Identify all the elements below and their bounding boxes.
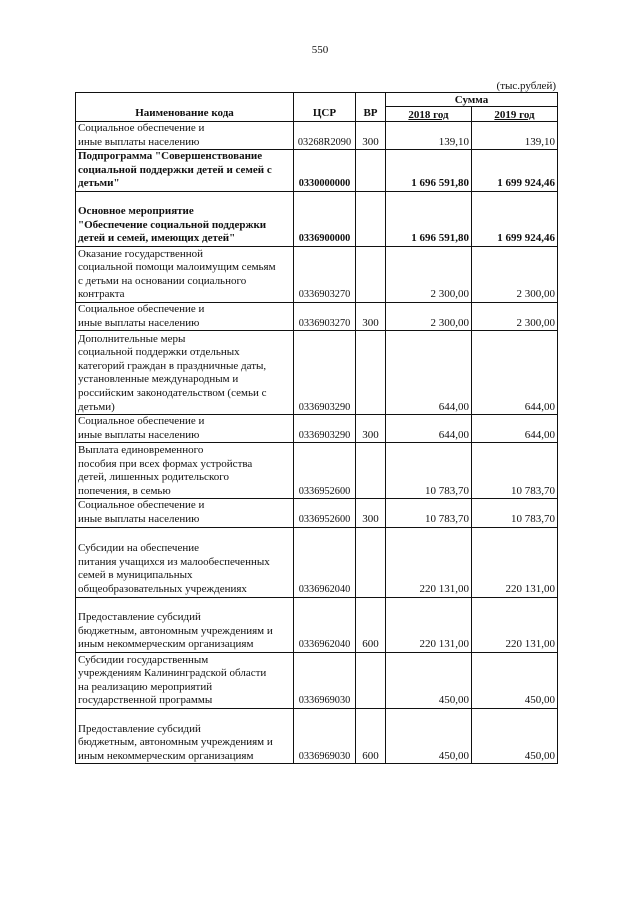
row-csr: 0336903270 <box>294 246 356 302</box>
header-year-2019: 2019 год <box>472 106 558 121</box>
header-year-2018: 2018 год <box>386 106 472 121</box>
row-name: Предоставление субсидий бюджетным, автономным учреждениям и иным некоммерческим организациям <box>76 708 294 763</box>
table-row <box>76 708 558 763</box>
row-amount-2019: 10 783,70 <box>472 499 558 527</box>
row-vr <box>356 443 386 499</box>
header-row <box>76 93 558 107</box>
row-amount-2018: 450,00 <box>386 652 472 708</box>
row-vr <box>356 246 386 302</box>
row-name: Субсидии государственным учреждениям Калининградской области на реализацию мероприятий государственной программы <box>76 652 294 708</box>
row-csr: 0336903290 <box>294 415 356 443</box>
row-name: Социальное обеспечение и иные выплаты населению <box>76 415 294 443</box>
row-amount-2019: 2 300,00 <box>472 302 558 330</box>
row-vr: 300 <box>356 499 386 527</box>
row-vr: 300 <box>356 302 386 330</box>
row-vr <box>356 527 386 597</box>
row-name: Оказание государственной социальной помощи малоимущим семьям с детьми на основании социального контракта <box>76 246 294 302</box>
row-vr <box>356 652 386 708</box>
row-csr: 0336952600 <box>294 499 356 527</box>
row-csr: 0336903270 <box>294 302 356 330</box>
row-amount-2018: 220 131,00 <box>386 527 472 597</box>
row-csr: 0336962040 <box>294 597 356 652</box>
table-row <box>76 527 558 597</box>
row-name: Основное мероприятие "Обеспечение социальной поддержки детей и семей, имеющих детей" <box>76 191 294 246</box>
row-amount-2019: 2 300,00 <box>472 246 558 302</box>
budget-table <box>75 92 558 764</box>
header-csr: ЦСР <box>294 93 356 122</box>
row-amount-2018: 450,00 <box>386 708 472 763</box>
row-name: Подпрограмма "Совершенствование социальной поддержки детей и семей с детьми" <box>76 150 294 192</box>
row-name: Социальное обеспечение и иные выплаты населению <box>76 122 294 150</box>
row-csr: 0336903290 <box>294 331 356 415</box>
row-vr: 300 <box>356 415 386 443</box>
row-name: Дополнительные меры социальной поддержки отдельных категорий граждан в праздничные даты, установленные международным и российским законодательством (семьи с детьми) <box>76 331 294 415</box>
row-vr: 600 <box>356 597 386 652</box>
table-row <box>76 150 558 192</box>
row-amount-2018: 1 696 591,80 <box>386 191 472 246</box>
row-amount-2019: 1 699 924,46 <box>472 191 558 246</box>
row-amount-2019: 644,00 <box>472 331 558 415</box>
row-csr: 0336900000 <box>294 191 356 246</box>
row-vr <box>356 150 386 192</box>
row-amount-2019: 139,10 <box>472 122 558 150</box>
row-amount-2019: 450,00 <box>472 708 558 763</box>
table-row <box>76 246 558 302</box>
table-row <box>76 415 558 443</box>
row-amount-2019: 1 699 924,46 <box>472 150 558 192</box>
table-row <box>76 331 558 415</box>
table-row <box>76 443 558 499</box>
header-name: Наименование кода <box>76 93 294 122</box>
row-csr: 0336969030 <box>294 652 356 708</box>
row-amount-2019: 220 131,00 <box>472 527 558 597</box>
row-csr: 03268R2090 <box>294 122 356 150</box>
page-number: 550 <box>311 44 329 56</box>
row-csr: 0336952600 <box>294 443 356 499</box>
row-amount-2018: 2 300,00 <box>386 302 472 330</box>
row-name: Социальное обеспечение и иные выплаты населению <box>76 499 294 527</box>
row-amount-2018: 644,00 <box>386 415 472 443</box>
table-row <box>76 652 558 708</box>
row-vr: 300 <box>356 122 386 150</box>
row-name: Выплата единовременного пособия при всех формах устройства детей, лишенных родительского попечения, в семью <box>76 443 294 499</box>
row-amount-2019: 450,00 <box>472 652 558 708</box>
row-amount-2018: 2 300,00 <box>386 246 472 302</box>
row-vr <box>356 191 386 246</box>
row-amount-2018: 10 783,70 <box>386 499 472 527</box>
table-body <box>76 122 558 764</box>
row-csr: 0330000000 <box>294 150 356 192</box>
table-row <box>76 191 558 246</box>
table-row <box>76 302 558 330</box>
row-amount-2019: 644,00 <box>472 415 558 443</box>
table-row <box>76 597 558 652</box>
row-csr: 0336969030 <box>294 708 356 763</box>
row-amount-2019: 220 131,00 <box>472 597 558 652</box>
row-vr <box>356 331 386 415</box>
row-amount-2018: 220 131,00 <box>386 597 472 652</box>
row-amount-2018: 1 696 591,80 <box>386 150 472 192</box>
row-csr: 0336962040 <box>294 527 356 597</box>
table-row <box>76 499 558 527</box>
row-name: Социальное обеспечение и иные выплаты населению <box>76 302 294 330</box>
units-label: (тыс.рублей) <box>496 80 556 92</box>
row-amount-2018: 10 783,70 <box>386 443 472 499</box>
row-vr: 600 <box>356 708 386 763</box>
row-amount-2018: 139,10 <box>386 122 472 150</box>
table-row <box>76 122 558 150</box>
header-sum: Сумма <box>386 93 558 107</box>
row-amount-2018: 644,00 <box>386 331 472 415</box>
row-amount-2019: 10 783,70 <box>472 443 558 499</box>
header-vr: ВР <box>356 93 386 122</box>
row-name: Субсидии на обеспечение питания учащихся из малообеспеченных семей в муниципальных общеобразовательных учреждениях <box>76 527 294 597</box>
row-name: Предоставление субсидий бюджетным, автономным учреждениям и иным некоммерческим организациям <box>76 597 294 652</box>
